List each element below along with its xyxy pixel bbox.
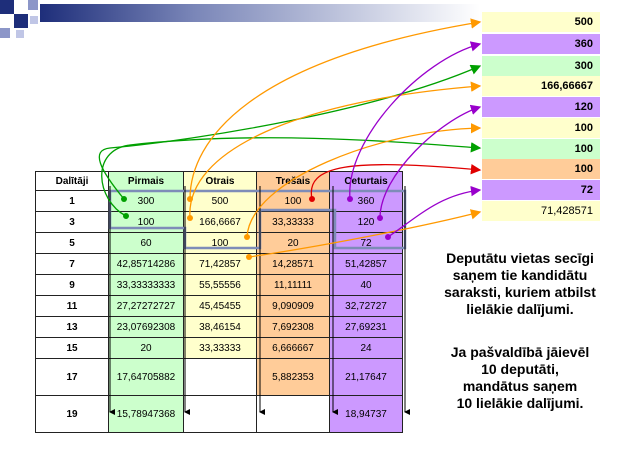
- divisor-cell: 11: [36, 296, 109, 317]
- header-list-1: Pirmais: [109, 172, 184, 191]
- green-dot: [121, 196, 127, 202]
- table-cell: 33,33333: [184, 338, 257, 359]
- table-cell: 166,6667: [184, 212, 257, 233]
- text-line: saņem tie kandidātu: [452, 267, 588, 283]
- table-cell: 72: [330, 233, 403, 254]
- table-cell: 20: [109, 338, 184, 359]
- header-list-3: Trešais: [257, 172, 330, 191]
- table-cell: 20: [257, 233, 330, 254]
- divisor-cell: 7: [36, 254, 109, 275]
- purple-arrow: [350, 44, 480, 199]
- table-cell: 38,46154: [184, 317, 257, 338]
- table-cell: 32,72727: [330, 296, 403, 317]
- green-dot: [123, 213, 129, 219]
- ranking-item: 120: [482, 97, 600, 117]
- header-list-2: Otrais: [184, 172, 257, 191]
- table-cell: 51,42857: [330, 254, 403, 275]
- header-list-4: Ceturtais: [330, 172, 403, 191]
- divisor-cell: 17: [36, 359, 109, 396]
- table-cell: 300: [109, 191, 184, 212]
- orange-dot: [187, 215, 193, 221]
- red-arrow: [311, 165, 480, 199]
- green-arrow: [102, 138, 480, 216]
- header-divisors: Dalītāji: [36, 172, 109, 191]
- divisor-cell: 1: [36, 191, 109, 212]
- ranking-item: 500: [482, 12, 600, 32]
- ranking-item: 166,66667: [482, 76, 600, 96]
- divisor-cell: 3: [36, 212, 109, 233]
- ranking-item: 100: [482, 139, 600, 159]
- table-cell: 33,33333: [257, 212, 330, 233]
- purple-dot: [385, 234, 391, 240]
- table-cell: 100: [109, 212, 184, 233]
- table-cell: 120: [330, 212, 403, 233]
- purple-arrow: [380, 107, 480, 218]
- table-cell: 500: [184, 191, 257, 212]
- red-dot: [309, 196, 315, 202]
- divisor-cell: 5: [36, 233, 109, 254]
- table-cell: 18,94737: [330, 396, 403, 433]
- orange-dot: [244, 234, 250, 240]
- text-line: Deputātu vietas secīgi: [446, 250, 594, 266]
- table-cell: 7,692308: [257, 317, 330, 338]
- ranking-item: 71,428571: [482, 201, 600, 221]
- ranking-item: 100: [482, 118, 600, 138]
- ranking-item: 100: [482, 159, 600, 179]
- table-cell: 60: [109, 233, 184, 254]
- table-cell: 6,666667: [257, 338, 330, 359]
- text-line: lielākie dalījumi.: [466, 301, 574, 317]
- selection-frame: [110, 191, 405, 248]
- table-cell: 360: [330, 191, 403, 212]
- ranking-item: 300: [482, 56, 600, 76]
- orange-arrow: [249, 212, 480, 257]
- table-cell: 15,78947368: [109, 396, 184, 433]
- table-cell: 9,090909: [257, 296, 330, 317]
- table-cell: 33,33333333: [109, 275, 184, 296]
- purple-dot: [347, 196, 353, 202]
- table-cell: 17,64705882: [109, 359, 184, 396]
- text-line: 10 deputāti,: [481, 361, 559, 377]
- table-cell: 100: [257, 191, 330, 212]
- table-cell: 21,17647: [330, 359, 403, 396]
- table-cell: 100: [184, 233, 257, 254]
- orange-arrow: [190, 86, 480, 218]
- table-cell: 24: [330, 338, 403, 359]
- text-line: saraksti, kuriem atbilst: [444, 284, 596, 300]
- text-line: 10 lielākie dalījumi.: [456, 395, 584, 411]
- orange-dot: [246, 254, 252, 260]
- table-cell: 27,69231: [330, 317, 403, 338]
- divisor-cell: 9: [36, 275, 109, 296]
- table-cell: 42,85714286: [109, 254, 184, 275]
- divisor-cell: 19: [36, 396, 109, 433]
- table-cell: 55,55556: [184, 275, 257, 296]
- divisor-cell: 13: [36, 317, 109, 338]
- table-cell: 40: [330, 275, 403, 296]
- table-cell: 5,882353: [257, 359, 330, 396]
- table-cell: 71,42857: [184, 254, 257, 275]
- table-cell: 11,11111: [257, 275, 330, 296]
- text-line: Ja pašvaldībā jāievēl: [450, 344, 590, 360]
- purple-dot: [377, 215, 383, 221]
- table-cell: 14,28571: [257, 254, 330, 275]
- ranking-item: 72: [482, 180, 600, 200]
- table-cell: 23,07692308: [109, 317, 184, 338]
- green-arrow: [99, 66, 480, 199]
- ranking-item: 360: [482, 34, 600, 54]
- table-cell: 45,45455: [184, 296, 257, 317]
- divisor-cell: 15: [36, 338, 109, 359]
- table-cell: 27,27272727: [109, 296, 184, 317]
- text-line: mandātus saņem: [462, 378, 578, 394]
